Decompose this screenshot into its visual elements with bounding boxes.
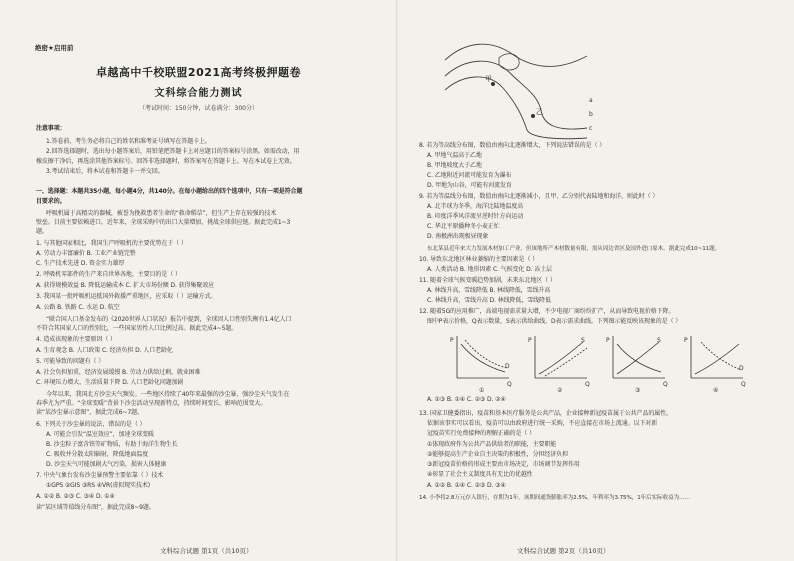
contour-figure	[437, 32, 597, 142]
panel-label: ④	[713, 387, 719, 392]
exam-info: （考试时间：150分钟，试卷满分：300分）	[139, 105, 258, 112]
option-line: ③新冠疫苗价格的形成主要由市场决定，市场调节发挥作用	[427, 461, 580, 468]
option-line: C. 环境压力增大，生活质量下降 D. 人口老龄化问题加剧	[36, 379, 184, 386]
curve-d-label: D	[739, 365, 744, 372]
page-footer: 文科综合试题 第1页（共10页）	[160, 547, 253, 555]
supply-demand-figure	[437, 330, 757, 392]
exam-subtitle: 文科综合能力测试	[154, 88, 243, 99]
option-line: A. 获得规模效益 B. 降低运输成本 C. 扩大市场份额 D. 获得集聚效应	[36, 282, 215, 289]
sd-panel-3	[606, 336, 668, 392]
option-line: A. 劳动力丰富廉价 B. 工业产业链完整	[36, 250, 136, 257]
axis-p: P	[606, 337, 610, 344]
option-line: C. 生产技术先进 D. 资金实力雄厚	[36, 260, 125, 267]
option-line: ①GPS ②GIS ③RS ④VR(虚拟现实技术)	[46, 482, 150, 489]
axis-q: Q	[741, 381, 746, 388]
option-line: A. ①② B. ②③ C. ③④ D. ①④	[36, 493, 115, 500]
option-line: D. 甲地为山谷，可能有河流发育	[427, 182, 512, 189]
option-line: A. 人类活动 B. 地形因素 C. 气候变化 D. 冻土层	[427, 266, 552, 273]
question-line: 13. 国家卫健委指出，疫苗和基本医疗服务是公共产品，企业接种新冠疫苗属于公共产品的属性，	[419, 410, 672, 417]
option-line: A. ①③ B. ①④ C. ②③ D. ②④	[427, 396, 506, 403]
notice-line: 2.回答选择题时，选出每小题答案后，用铅笔把答题卡上对应题目的答案标号涂黑。如需改动，用	[46, 148, 300, 155]
question-line: 读“某沙尘暴示意图”，据此完成6~7题。	[36, 409, 143, 416]
option-line: B. 沙尘粒子富含铁等矿物质，有助于海洋生物生长	[46, 441, 178, 448]
option-line: C. 林线升高，雪线升高 D. 林线降低，雪线降低	[427, 297, 551, 304]
option-line: C. 乙地附近河流可能发育为瀑布	[427, 172, 512, 179]
curve-s-label: S	[657, 337, 661, 344]
question-line: “联合国人口基金发布的《2020世界人口状况》报告中提到，全球因人口性别失衡有1.4亿人口	[46, 316, 292, 323]
question-line: 图中P表示价格，Q表示数量，S表示供给曲线，D表示需求曲线。下列图示能反映该现象的是（ ）	[427, 318, 682, 325]
sd-panel-1	[450, 336, 512, 392]
axis-q: Q	[507, 381, 512, 388]
question-line: 10. 导致东北地区林业萎缩的主要因素是（ ）	[419, 256, 539, 263]
option-line: A. 北半球为冬季，海洋比陆地温度高	[427, 203, 524, 210]
question-line: 今年以来，我国北方沙尘天气频发。一些地区持续了40年来最强的沙尘暴，强沙尘天气发生在	[46, 391, 290, 398]
question-line: 5. 可能导致的问题有（ ）	[36, 358, 105, 365]
secret-label: 绝密★启用前	[35, 44, 74, 52]
option-line: A. 社会负担加重，经济发展缓慢 B. 劳动力供给过剩，就业困难	[36, 369, 201, 376]
sd-panel-4	[684, 336, 746, 392]
axis-q: Q	[663, 381, 668, 388]
question-line: 12. 随着5G的应用推广，高端电视需求量大增，不少电视厂商纷纷扩产，从而导致电视价格下降。	[419, 308, 675, 315]
option-line: D. 沙尘天气可能加剧大气污染，损害人体健康	[46, 461, 167, 468]
passage-line: 东北某县近年来大力发展木材加工产业，但该地所产木材数量有限，需从周边省区及国外进口原木。据此完成10~11题。	[427, 246, 721, 252]
question-line: 题。	[36, 228, 48, 235]
axis-p: P	[684, 337, 688, 344]
option-line: D. 南极洲出现极昼现象	[427, 233, 489, 240]
exam-title: 卓越高中千校联盟2021高考终极押题卷	[95, 66, 302, 79]
option-line: ④彰显了社会主义制度具有无比的优越性	[427, 471, 533, 478]
label-yi: 乙	[536, 108, 543, 116]
option-line: A. 林线升高，雪线降低 B. 林线降低，雪线升高	[427, 287, 551, 294]
curve-s-label: S	[581, 337, 585, 344]
option-line: A. 生育观念 B. 人口政策 C. 经济负担 D. 人口老龄化	[36, 347, 173, 354]
panel-label: ③	[635, 387, 641, 392]
option-line: B. 印度洋季风洋流呈逆时针方向运动	[427, 213, 524, 220]
axis-p: P	[528, 337, 532, 344]
question-line: 4. 造成该现象的主要原因（ ）	[36, 336, 116, 343]
question-line: 7. 中央气象台发布沙尘暴预警主要依靠（ ）技术	[36, 472, 164, 479]
question-line: 壁垒。目前主要依赖进口。近年来，全球采购中的出口大量增加，挑战全球供应链。据此完成1~3	[36, 219, 291, 226]
notice-line: 3.考试结束后，将本试卷和答题卡一并交回。	[46, 168, 164, 175]
panel-label: ②	[557, 387, 563, 392]
section-heading: 一、选择题：本题共35小题，每小题4分，共140分。在每小题给出的四个选项中，只有一项是符合题	[36, 188, 303, 195]
question-line: 读“某区域等值线分布图”，据此完成8~9题。	[36, 504, 155, 511]
section-heading-cont: 目要求的。	[36, 198, 66, 205]
label-c: c	[589, 125, 593, 132]
page-footer: 文科综合试题 第2页（共10页）	[517, 547, 610, 555]
question-line: 8. 若为等高线分布图，数值由南向北逐渐增大，下列说法错误的是（ ）	[419, 142, 606, 149]
option-line: B. 甲地坡度大于乙地	[427, 162, 482, 169]
question-line: 春季尤为严重。“全球变暖”背景下沙尘活动呈现新特点，持续时间变长、影响范围变大。	[36, 400, 267, 407]
contour-line-2	[445, 61, 587, 129]
option-line: A. 公路 B. 铁路 C. 水运 D. 航空	[36, 304, 120, 311]
option-line: A. 可能会引发“温室效应”，加速全球变暖	[46, 431, 154, 438]
option-line: A. ①② B. ①④ C. ②③ D. ③④	[427, 482, 506, 489]
axis-q: Q	[585, 381, 590, 388]
question-line: 冠疫苗实行免费接种的理解正确的是（ ）	[427, 430, 536, 437]
option-line: ②能够提高生产企业自主决策的积极性，分担经济负担	[427, 451, 568, 458]
notice-heading: 注意事项：	[36, 125, 66, 132]
sd-panel-2	[528, 336, 590, 392]
option-line: C. 吸收并分散太阳辐射，降低地面温度	[46, 451, 149, 458]
notice-line: 橡皮擦干净后，再选涂其他答案标号。回答非选择题时，将答案写在答题卡上。写在本试卷上无效。	[36, 158, 296, 165]
label-a: a	[589, 97, 593, 104]
right-page	[397, 0, 794, 561]
notice-line: 1.答卷前，考生务必将自己的姓名和准考证号填写在答题卡上。	[46, 138, 211, 145]
label-b: b	[589, 111, 593, 118]
option-line: ①体现政府作为公共产品供给者的职能，主要职能	[427, 441, 557, 448]
question-line: 11. 随着全球气候变暖趋势加剧，未来东北地区（ ）	[419, 277, 556, 284]
question-line: 依据该事实可以看出，疫苗可以由政府进行统一采购，不应直接在市场上流通。以下对新	[427, 420, 658, 427]
label-jia: 甲	[485, 75, 492, 83]
point-yi	[531, 114, 535, 118]
question-line: 不符合其国家人口的性别比，一些国家男性人口比例过高。据此完成4~5题。	[36, 325, 238, 332]
axis-p: P	[450, 337, 454, 344]
question-line: 2. 呼吸机零部件的生产来自世界各地，主要目的是（ ）	[36, 271, 181, 278]
contour-line-3	[445, 77, 587, 139]
option-line: A. 甲地气温高于乙地	[427, 152, 482, 159]
question-line: 14. 小李将2.8万元存入银行，存期为1年。该期间通货膨胀率为2.5%，年利率为3.75%，1年后实际收益为……	[419, 495, 691, 501]
question-line: 呼吸机属于高精尖的器械，被誉为挽救患者生命的“救命稻草”，但生产上存在较强的技术	[46, 210, 277, 217]
curve-d-label: D	[505, 363, 510, 370]
question-line: 9. 若为等温线分布图，数值由南向北逐渐减小，且甲、乙分别代表陆地和海洋，则此时（ ）	[419, 193, 659, 200]
question-line: 3. 我国某一批呼吸机运抵国外救援严重地区，应采取（ ）运输方式。	[36, 293, 217, 300]
panel-label: ①	[479, 387, 485, 392]
question-line: 6. 下列关于沙尘暴的说法，错误的是（ ）	[36, 421, 146, 428]
closed-contour	[499, 54, 519, 70]
option-line: C. 华北平原播种冬小麦正忙	[427, 223, 500, 230]
question-line: 1. 与其他国家相比，我国生产呼吸机的主要优势在于（ ）	[36, 240, 187, 247]
